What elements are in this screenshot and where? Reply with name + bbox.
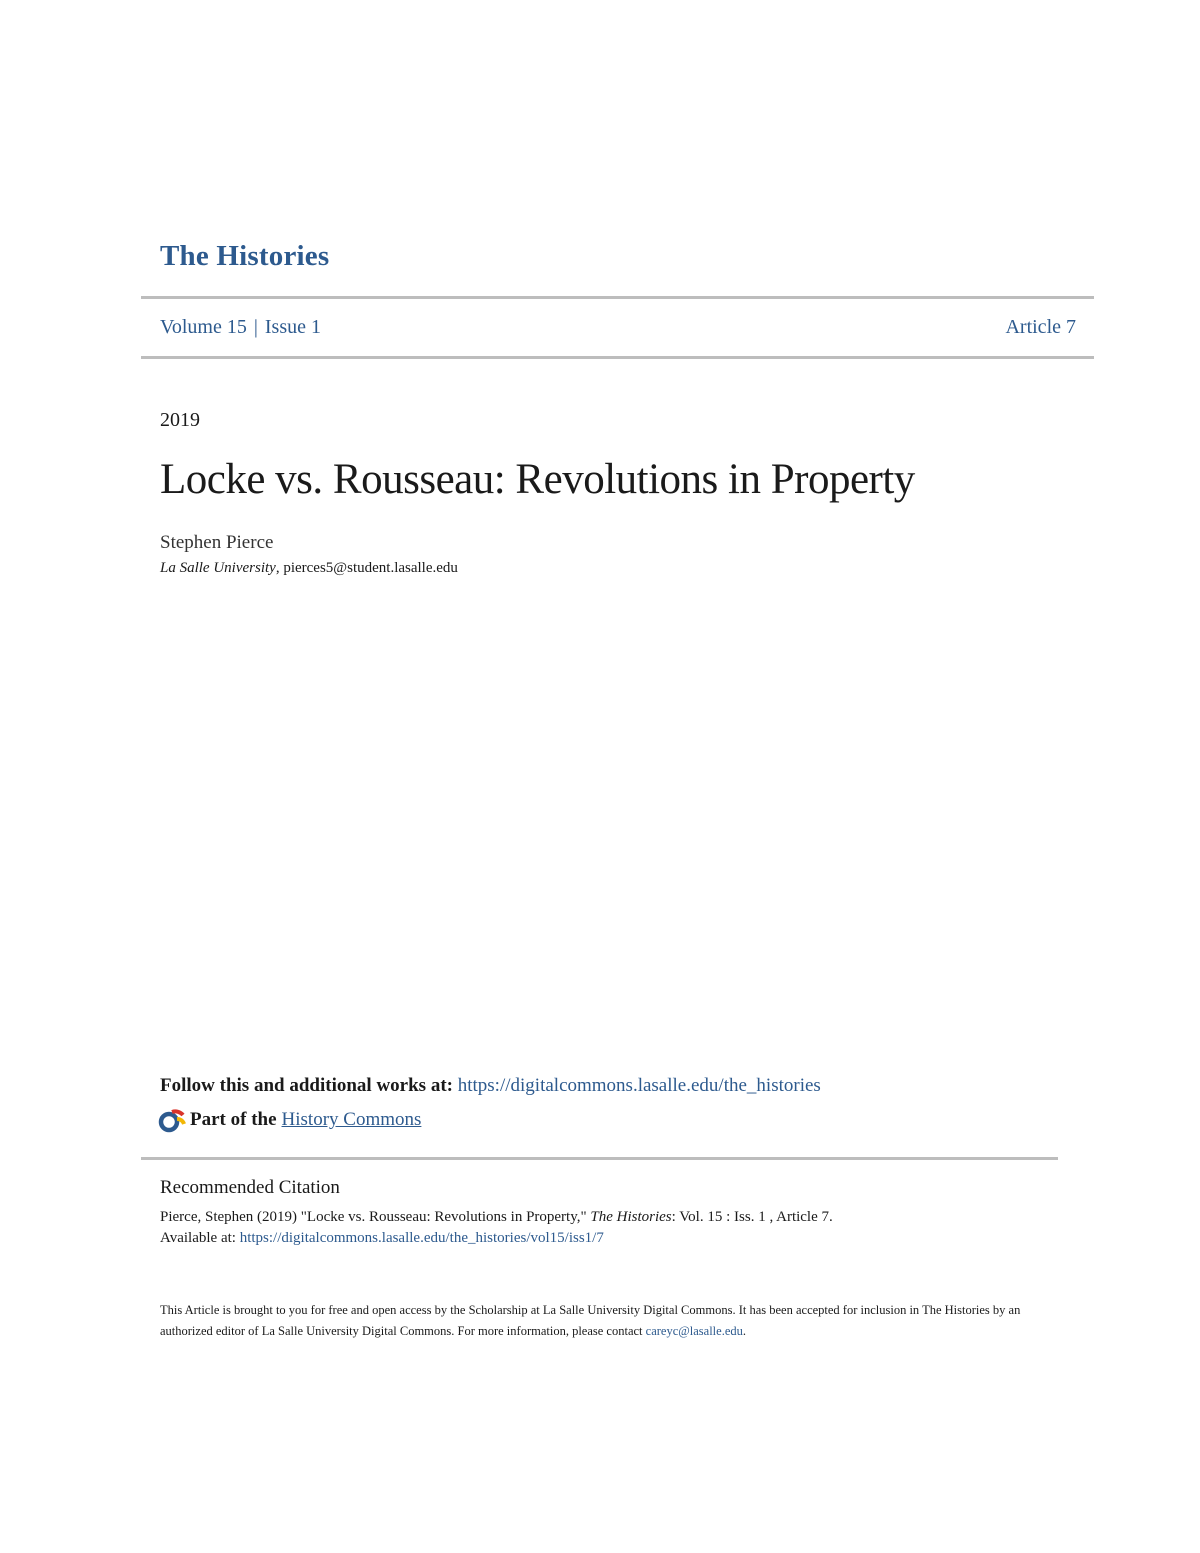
author-email: , pierces5@student.lasalle.edu (275, 560, 458, 576)
citation-availability (160, 1228, 833, 1249)
citation-line (160, 1207, 833, 1228)
volume-issue-separator: | (253, 316, 258, 338)
top-divider (141, 296, 1094, 299)
citation-author-title: Pierce, Stephen (2019) "Locke vs. Rousseau: Revolutions in Property," (160, 1209, 591, 1225)
citation-journal: The Histories (590, 1209, 672, 1225)
journal-title-link[interactable]: The Histories (160, 240, 330, 272)
history-commons-link[interactable]: History Commons (281, 1109, 422, 1130)
follow-label: Follow this and additional works at: (160, 1075, 458, 1096)
access-disclaimer (160, 1300, 1040, 1342)
issue-link[interactable]: Issue 1 (264, 316, 321, 338)
volume-link[interactable]: Volume 15 (160, 316, 247, 338)
article-number-link[interactable]: Article 7 (1005, 316, 1076, 338)
network-logo-icon (158, 1106, 186, 1134)
contact-email-link[interactable]: careyc@lasalle.edu (645, 1324, 743, 1338)
disclaimer-text: This Article is brought to you for free and open access by the Scholarship at La Salle University Digital Commons. It has been accepted for inclusion in The Histories by an authorized editor of La Salle University Digital Commons. For more information, please contact (160, 1303, 1021, 1338)
disclaimer-end: . (742, 1324, 746, 1338)
publication-year: 2019 (160, 409, 200, 431)
collection-url-link[interactable]: https://digitalcommons.lasalle.edu/the_histories (457, 1075, 821, 1096)
recommended-citation-heading: Recommended Citation (160, 1177, 340, 1198)
author-name: Stephen Pierce (160, 532, 274, 553)
available-at-label: Available at: (160, 1230, 240, 1246)
part-of-label: Part of the (190, 1109, 277, 1130)
author-affiliation (160, 560, 458, 577)
citation-volume: : Vol. 15 : Iss. 1 , Article 7. (671, 1209, 833, 1225)
volume-issue (160, 316, 321, 339)
citation-url-link[interactable]: https://digitalcommons.lasalle.edu/the_histories/vol15/iss1/7 (239, 1230, 604, 1246)
article-title: Locke vs. Rousseau: Revolutions in Property (160, 456, 915, 503)
citation-divider (141, 1157, 1058, 1160)
citation-text (160, 1207, 833, 1249)
institution-name: La Salle University (160, 560, 276, 576)
header-divider (141, 356, 1094, 359)
part-of-line (158, 1106, 421, 1134)
follow-works-line (160, 1075, 821, 1097)
